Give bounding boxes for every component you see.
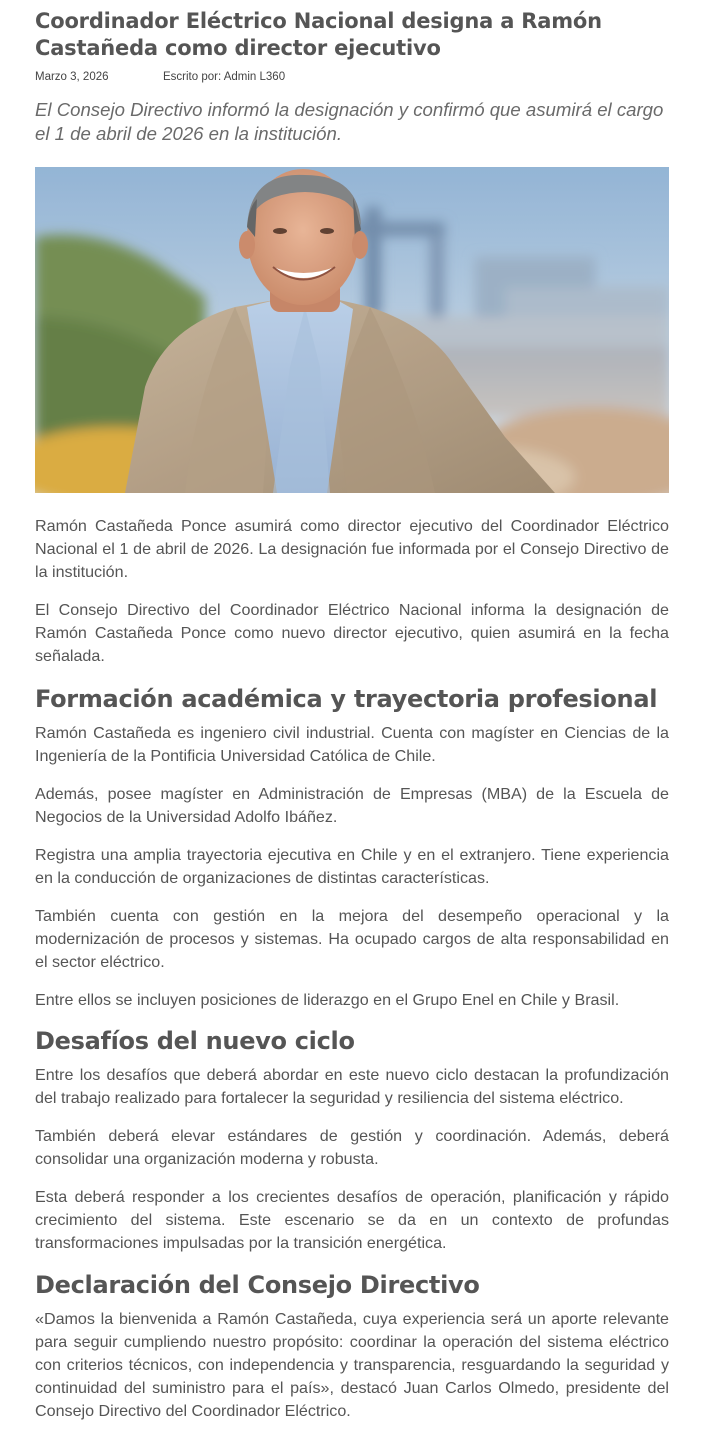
formacion-paragraph-2: Además, posee magíster en Administración de Empresas (MBA) de la Escuela de Negocios de la Universidad Adolfo Ibáñez. xyxy=(35,785,669,826)
formacion-paragraph-3: Registra una amplia trayectoria ejecutiva en Chile y en el extranjero. Tiene experiencia en la conducción de organizaciones de distintas características. xyxy=(35,846,669,887)
article xyxy=(35,0,669,1423)
section-heading-formacion: Formación académica y trayectoria profesional xyxy=(35,685,658,713)
hero-photo xyxy=(35,167,669,493)
intro-paragraph-1: Ramón Castañeda Ponce asumirá como director ejecutivo del Coordinador Eléctrico Nacional el 1 de abril de 2026. La designación fue informada por el Consejo Directivo de la institución. xyxy=(35,517,669,581)
section-heading-declaracion: Declaración del Consejo Directivo xyxy=(35,1271,480,1299)
desafios-paragraph-3: Esta deberá responder a los crecientes desafíos de operación, planificación y rápido crecimiento del sistema. Este escenario se da en un contexto de profundas transformaciones impulsadas por la transición energética. xyxy=(35,1188,669,1252)
intro-paragraph-2: El Consejo Directivo del Coordinador Eléctrico Nacional informa la designación de Ramón Castañeda Ponce como nuevo director ejecutivo, quien asumirá en la fecha señalada. xyxy=(35,601,669,665)
author-byline[interactable]: Escrito por: Admin L360 xyxy=(163,71,286,83)
desafios-paragraph-2: También deberá elevar estándares de gestión y coordinación. Además, deberá consolidar una organización moderna y robusta. xyxy=(35,1127,669,1168)
formacion-paragraph-5: Entre ellos se incluyen posiciones de liderazgo en el Grupo Enel en Chile y Brasil. xyxy=(35,991,620,1009)
article-title: Coordinador Eléctrico Nacional designa a Ramón Castañeda como director ejecutivo xyxy=(35,9,602,60)
article-lead: El Consejo Directivo informó la designación y confirmó que asumirá el cargo el 1 de abril de 2026 en la institución. xyxy=(35,99,664,144)
article-meta xyxy=(35,69,669,85)
desafios-paragraph-1: Entre los desafíos que deberá abordar en este nuevo ciclo destacan la profundización del trabajo realizado para fortalecer la seguridad y resiliencia del sistema eléctrico. xyxy=(35,1066,669,1107)
section-heading-desafios: Desafíos del nuevo ciclo xyxy=(35,1027,355,1055)
formacion-paragraph-1: Ramón Castañeda es ingeniero civil industrial. Cuenta con magíster en Ciencias de la Ingeniería de la Pontificia Universidad Católica de Chile. xyxy=(35,724,669,765)
formacion-paragraph-4: También cuenta con gestión en la mejora del desempeño operacional y la modernización de procesos y sistemas. Ha ocupado cargos de alta responsabilidad en el sector eléctrico. xyxy=(35,907,669,971)
publish-date: Marzo 3, 2026 xyxy=(35,71,109,83)
declaracion-quote-paragraph: «Damos la bienvenida a Ramón Castañeda, cuya experiencia será un aporte relevante para seguir cumpliendo nuestro propósito: coordinar la operación del sistema eléctrico con criterios técnicos, con independencia y transparencia, resguardando la seguridad y continuidad del suministro para el país», destacó Juan Carlos Olmedo, presidente del Consejo Directivo del Coordinador Eléctrico. xyxy=(35,1310,669,1420)
